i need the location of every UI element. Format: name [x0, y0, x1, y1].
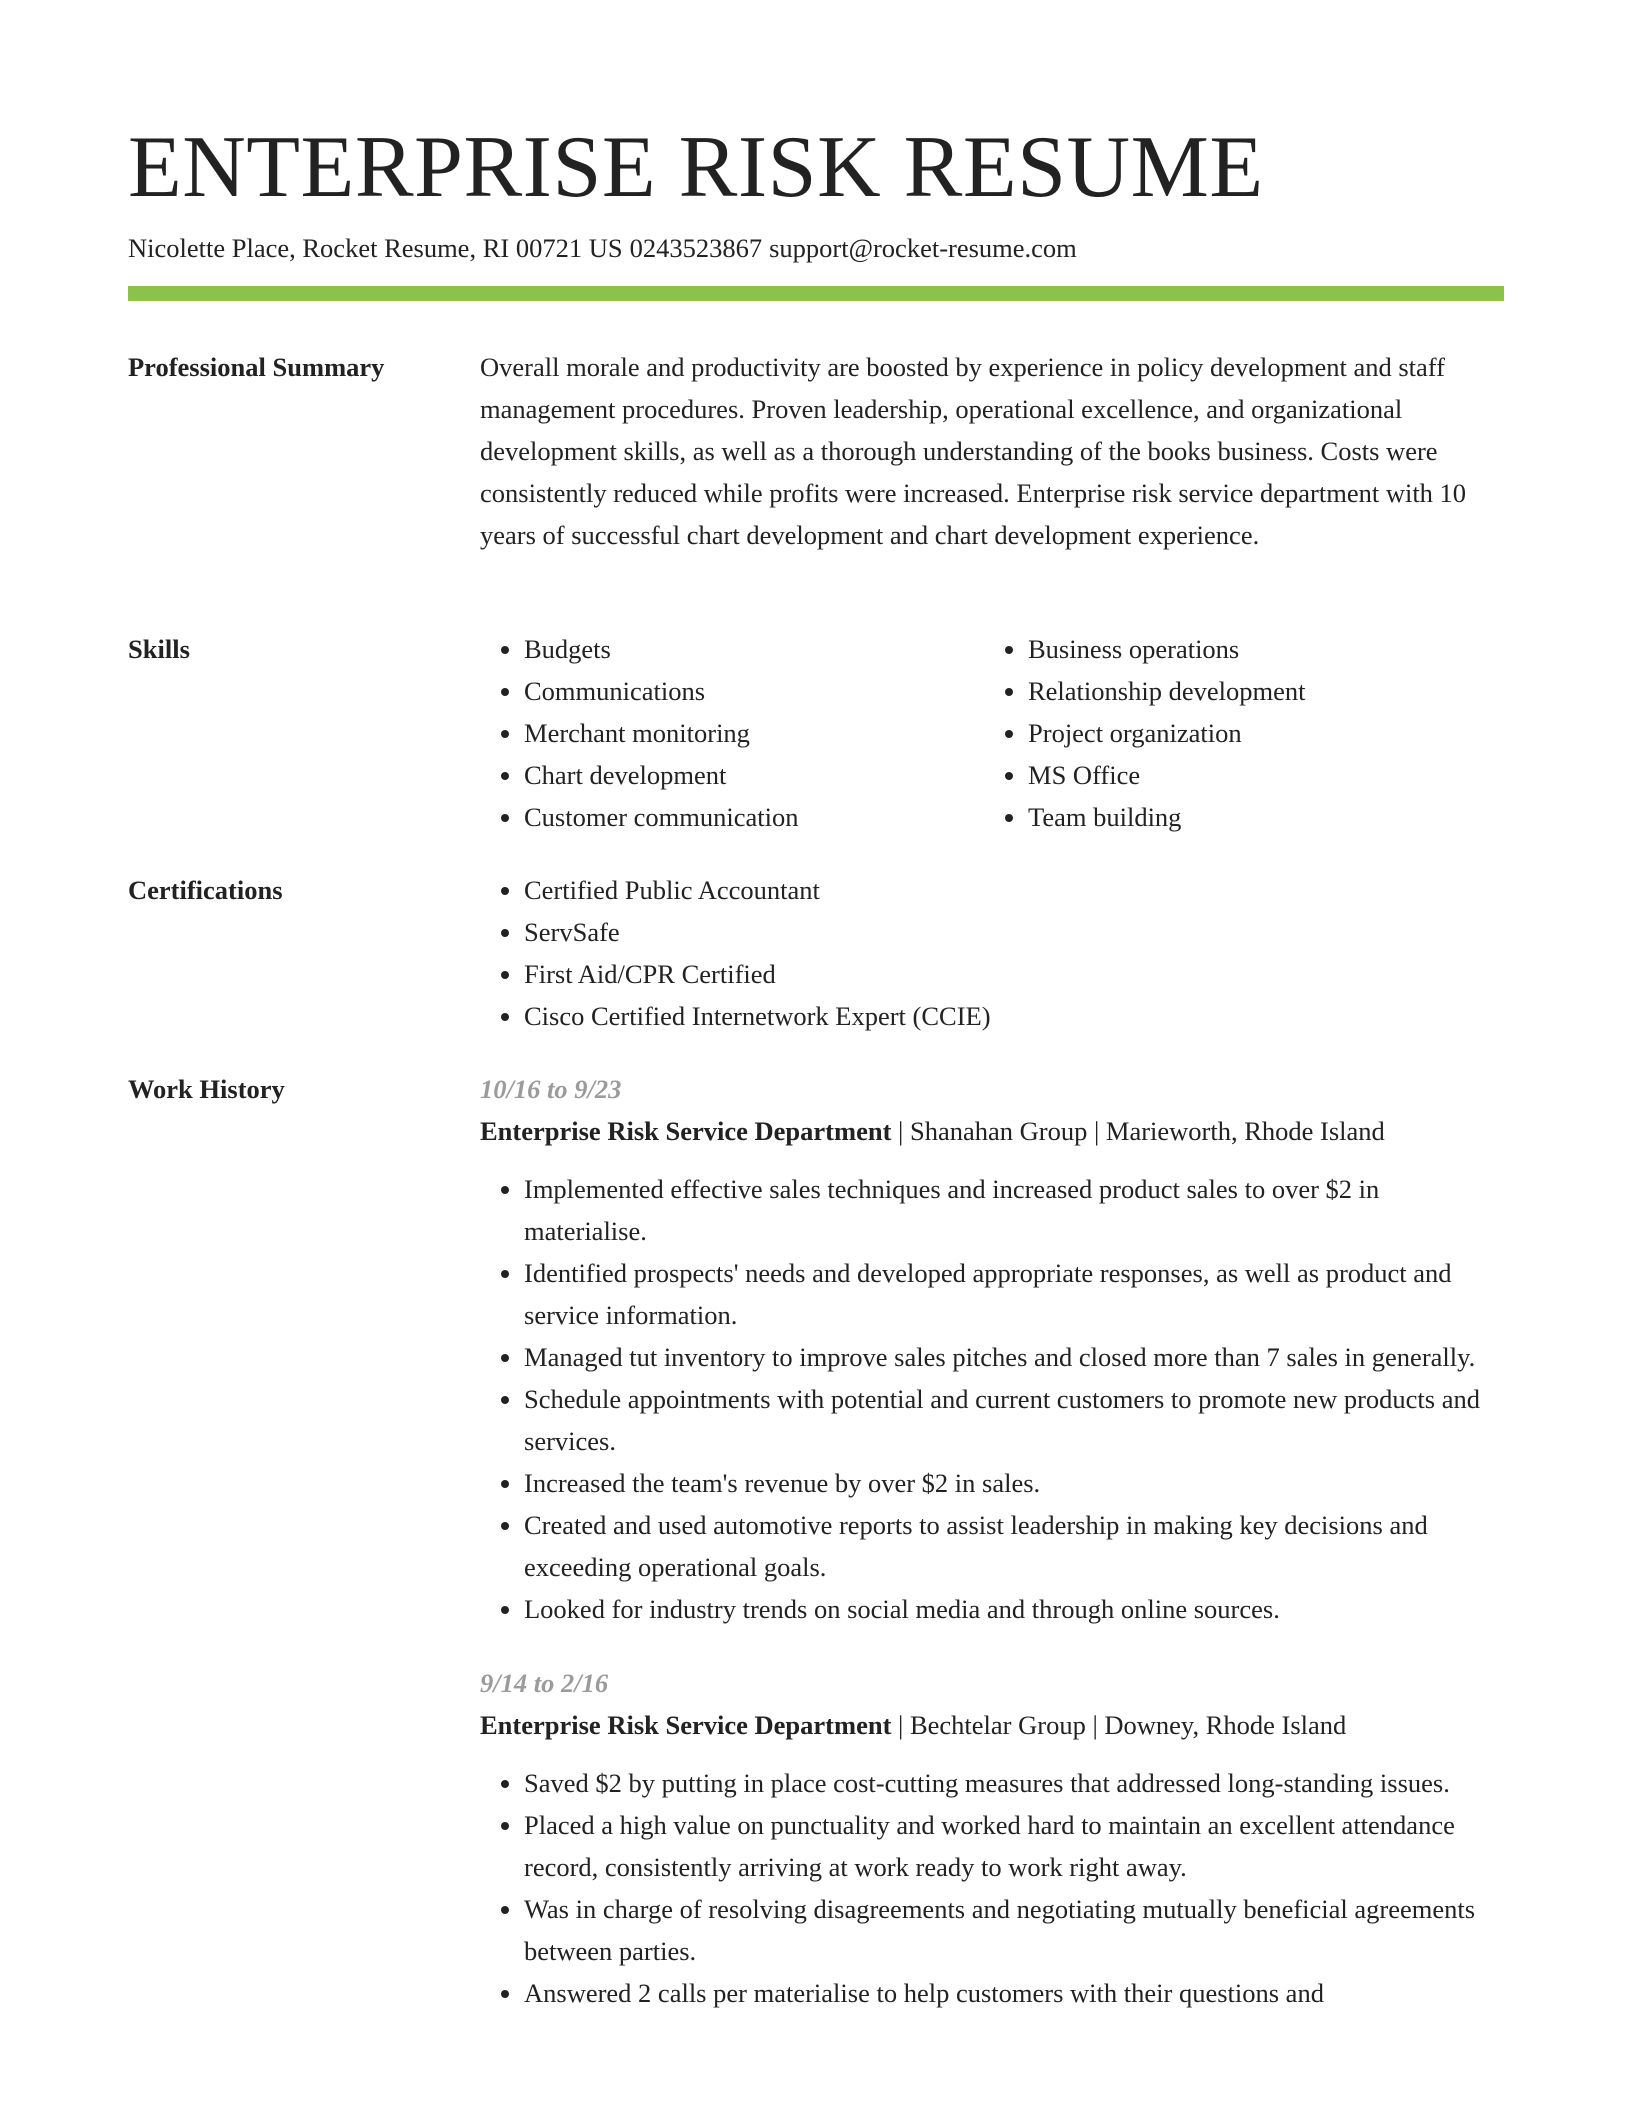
- job-bullet: • Managed tut inventory to improve sales pitches and closed more than 7 sales in generally.: [524, 1336, 1486, 1378]
- job-role-line: [480, 1704, 1486, 1746]
- resume-title: ENTERPRISE RISK RESUME: [128, 119, 1264, 216]
- job-bullet: • Increased the team's revenue by over $2 in sales.: [524, 1462, 1486, 1504]
- summary-text: Overall morale and productivity are boosted by experience in policy development and staff management procedures. Proven leadership, operational excellence, and organizational development skills, as well as a thorough understanding of the books business. Costs were consistently reduced while profits were increased. Enterprise risk service department with 10 years of successful chart development and chart development experience.: [480, 352, 1467, 550]
- work-history-body: [480, 1068, 1486, 2014]
- job-title: Enterprise Risk Service Department: [480, 1116, 892, 1146]
- skills-list-left: [480, 628, 984, 838]
- certifications-heading: Certifications: [128, 875, 283, 905]
- skills-heading: Skills: [128, 634, 190, 664]
- job-title: Enterprise Risk Service Department: [480, 1710, 892, 1740]
- job-bullet: • Implemented effective sales techniques and increased product sales to over $2 in materialise.: [524, 1168, 1486, 1252]
- skill-item: • Communications: [524, 670, 984, 712]
- certification-item: • ServSafe: [524, 911, 1486, 953]
- job-bullet: • Created and used automotive reports to assist leadership in making key decisions and exceeding operational goals.: [524, 1504, 1486, 1588]
- skill-item: • Customer communication: [524, 796, 984, 838]
- job-details: | Bechtelar Group | Downey, Rhode Island: [891, 1710, 1347, 1740]
- skills-body: [480, 628, 1486, 838]
- summary-body: [480, 346, 1486, 556]
- certification-item: • Certified Public Accountant: [524, 869, 1486, 911]
- certification-item: • Cisco Certified Internetwork Expert (CCIE): [524, 995, 1486, 1037]
- job-dates: 9/14 to 2/16: [480, 1668, 609, 1698]
- certification-item: • First Aid/CPR Certified: [524, 953, 1486, 995]
- job-bullet: • Answered 2 calls per materialise to help customers with their questions and: [524, 1972, 1486, 2014]
- skill-item: • Relationship development: [1028, 670, 1484, 712]
- skill-item: • Budgets: [524, 628, 984, 670]
- skill-item: • Team building: [1028, 796, 1484, 838]
- job-entry: [480, 1068, 1486, 1630]
- contact-line: [128, 230, 1077, 266]
- certifications-list: [480, 869, 1486, 1037]
- job-bullets: [480, 1168, 1486, 1630]
- job-details: | Shanahan Group | Marieworth, Rhode Island: [891, 1116, 1385, 1146]
- job-role-line: [480, 1110, 1486, 1152]
- job-bullet: • Identified prospects' needs and developed appropriate responses, as well as product and service information.: [524, 1252, 1486, 1336]
- skills-grid: [480, 628, 1486, 838]
- skill-item: • Business operations: [1028, 628, 1484, 670]
- contact-phone: 0243523867: [629, 233, 763, 263]
- job-dates: 10/16 to 9/23: [480, 1074, 622, 1104]
- skill-item: • Project organization: [1028, 712, 1484, 754]
- job-entry: [480, 1662, 1486, 2014]
- contact-address: Nicolette Place, Rocket Resume, RI 00721 US: [128, 233, 623, 263]
- contact-email: support@rocket-resume.com: [769, 233, 1077, 263]
- skill-item: • Merchant monitoring: [524, 712, 984, 754]
- skill-item: • Chart development: [524, 754, 984, 796]
- job-bullets: [480, 1762, 1486, 2014]
- summary-heading: Professional Summary: [128, 352, 385, 382]
- header-divider: [128, 286, 1504, 301]
- job-bullet: • Saved $2 by putting in place cost-cutting measures that addressed long-standing issues.: [524, 1762, 1486, 1804]
- job-bullet: • Placed a high value on punctuality and worked hard to maintain an excellent attendance record, consistently arriving at work ready to work right away.: [524, 1804, 1486, 1888]
- certifications-body: [480, 869, 1486, 1037]
- job-bullet: • Was in charge of resolving disagreements and negotiating mutually beneficial agreements between parties.: [524, 1888, 1486, 1972]
- job-bullet: • Looked for industry trends on social media and through online sources.: [524, 1588, 1486, 1630]
- skill-item: • MS Office: [1028, 754, 1484, 796]
- skills-list-right: [984, 628, 1484, 838]
- work-history-heading: Work History: [128, 1074, 285, 1104]
- job-bullet: • Schedule appointments with potential and current customers to promote new products and services.: [524, 1378, 1486, 1462]
